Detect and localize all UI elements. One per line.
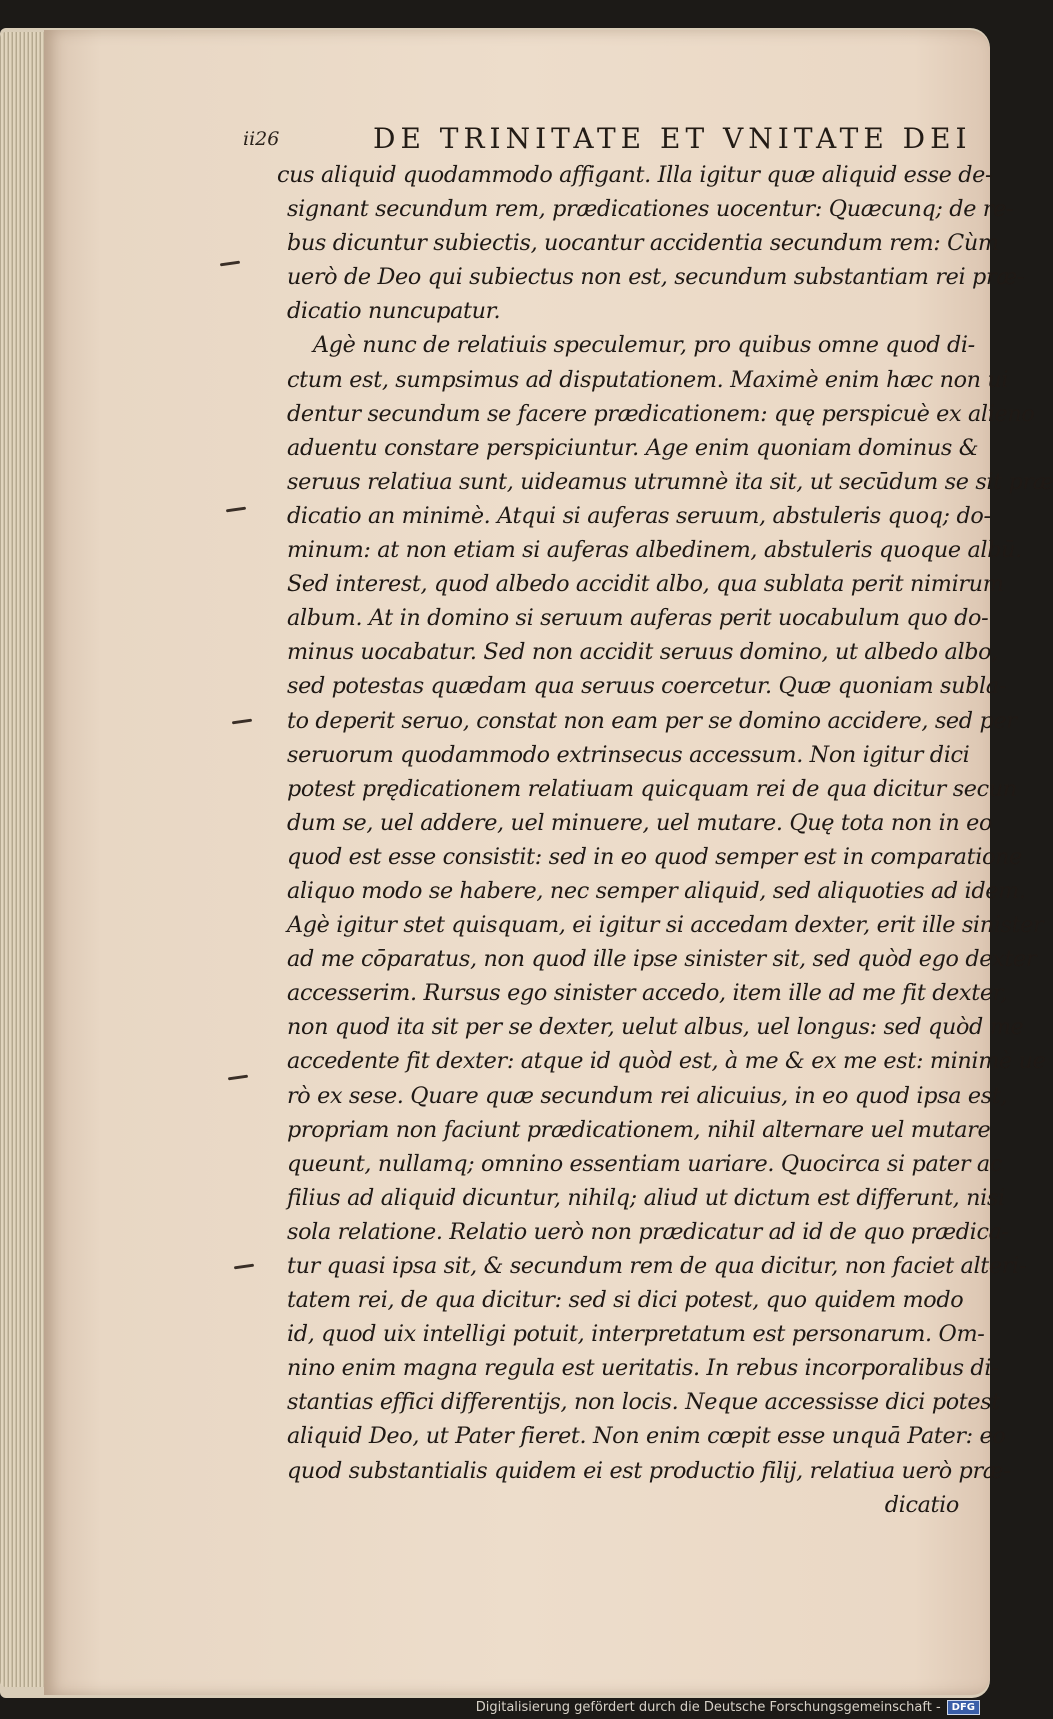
text-line: queunt, nullamq; omnino essentiam uariare. Quocirca si pater ac (287, 1150, 1002, 1177)
text-line: Agè nunc de relatiuis speculemur, pro quibus omne quod di- (313, 332, 975, 359)
dfg-logo: DFG (947, 1700, 980, 1715)
text-line: album. At in domino si seruum auferas perit uocabulum quo do- (287, 605, 989, 632)
text-line: aduentu constare perspiciuntur. Age enim quoniam dominus & (287, 434, 979, 461)
text-line: quod est esse consistit: sed in eo quod semper est in comparatione (287, 843, 1022, 870)
page-header (243, 118, 972, 158)
text-line: sed potestas quædam qua seruus coercetur. Quæ quoniam subla- (287, 673, 1006, 700)
text-line: seruorum quodammodo extrinsecus accessum. Non igitur dici (287, 741, 970, 768)
text-line: rò ex sese. Quare quæ secundum rei alicuius, in eo quod ipsa est, (287, 1082, 1008, 1109)
text-line: tatem rei, de qua dicitur: sed si dici potest, quo quidem modo (287, 1287, 964, 1314)
text-line: aliquo modo se habere, nec semper aliquid, sed aliquoties ad idem. (287, 877, 1026, 904)
text-line: seruus relatiua sunt, uideamus utrumnè ita sit, ut secūdum se sit præ (287, 468, 1053, 495)
text-line: minum: at non etiam si auferas albedinem, abstuleris quoque albū. (287, 537, 1022, 564)
text-line: stantias effici differentijs, non locis. Neque accessisse dici potest (287, 1389, 1000, 1416)
text-line: nino enim magna regula est ueritatis. In rebus incorporalibus di- (287, 1355, 999, 1382)
text-line: minus uocabatur. Sed non accidit seruus domino, ut albedo albo, (287, 639, 998, 666)
text-line: bus dicuntur subiectis, uocantur accidentia secundum rem: Cùm (287, 230, 999, 257)
text-line: ad me cōparatus, non quod ille ipse sinister sit, sed quòd ego dexter (287, 946, 1037, 973)
footer-credit: Digitalisierung gefördert durch die Deutsche Forschungsgemeinschaft - (475, 1700, 941, 1715)
text-line: quod substantialis quidem ei est productio filij, relatiua uerò præ- (287, 1457, 1011, 1484)
catchword: dicatio (884, 1491, 959, 1518)
text-line: propriam non faciunt prædicationem, nihil alternare uel mutare (287, 1116, 991, 1143)
page-edges (0, 32, 46, 1687)
folio-number: ii26 (243, 128, 280, 150)
text-line: Agè igitur stet quisquam, ei igitur si accedam dexter, erit ille sinister (287, 912, 1044, 939)
text-line: cus aliquid quodammodo affigant. Illa igitur quæ aliquid esse de- (277, 162, 993, 188)
text-line: to deperit seruo, constat non eam per se domino accidere, sed per (287, 707, 1017, 734)
text-line: filius ad aliquid dicuntur, nihilq; aliud ut dictum est differunt, nisi (287, 1184, 1005, 1211)
text-line: uerò de Deo qui subiectus non est, secundum substantiam rei præ- (287, 264, 1025, 291)
text-line: id, quod uix intelligi potuit, interpretatum est personarum. Om- (287, 1321, 985, 1348)
text-line: sola relatione. Relatio uerò non prædicatur ad id de quo prædica- (287, 1218, 1009, 1245)
text-line: dicatio nuncupatur. (287, 298, 501, 325)
digitization-footer (476, 1700, 980, 1715)
text-line: dentur secundum se facere prædicationem: quę perspicuè ex alieno (287, 400, 1035, 427)
text-line: ctum est, sumpsimus ad disputationem. Maximè enim hæc non ui (287, 366, 1009, 393)
text-block (277, 158, 1053, 1522)
text-line: tur quasi ipsa sit, & secundum rem de qua dicitur, non faciet alteri- (287, 1253, 1027, 1279)
text-line: signant secundum rem, prædicationes uocentur: Quæcunq; de re- (287, 196, 1014, 223)
text-line: potest prędicationem relatiuam quicquam rei de qua dicitur secun (287, 775, 1017, 802)
running-head: DE TRINITATE ET VNITATE DEI (373, 122, 972, 155)
text-line: non quod ita sit per se dexter, uelut albus, uel longus: sed quòd me (287, 1014, 1024, 1041)
text-line: dicatio an minimè. Atqui si auferas seruum, abstuleris quoq; do- (287, 502, 991, 529)
text-line: accesserim. Rursus ego sinister accedo, item ille ad me fit dexter, (287, 980, 1008, 1007)
text-line: aliquid Deo, ut Pater fieret. Non enim cœpit esse unquā Pater: eo (287, 1423, 1006, 1450)
text-line: Sed interest, quod albedo accidit albo, qua sublata perit nimirum (287, 571, 1004, 598)
text-line: accedente fit dexter: atque id quòd est, à me & ex me est: minimè ue (287, 1048, 1046, 1075)
text-line: dum se, uel addere, uel minuere, uel mutare. Quę tota non in eo (287, 809, 993, 836)
